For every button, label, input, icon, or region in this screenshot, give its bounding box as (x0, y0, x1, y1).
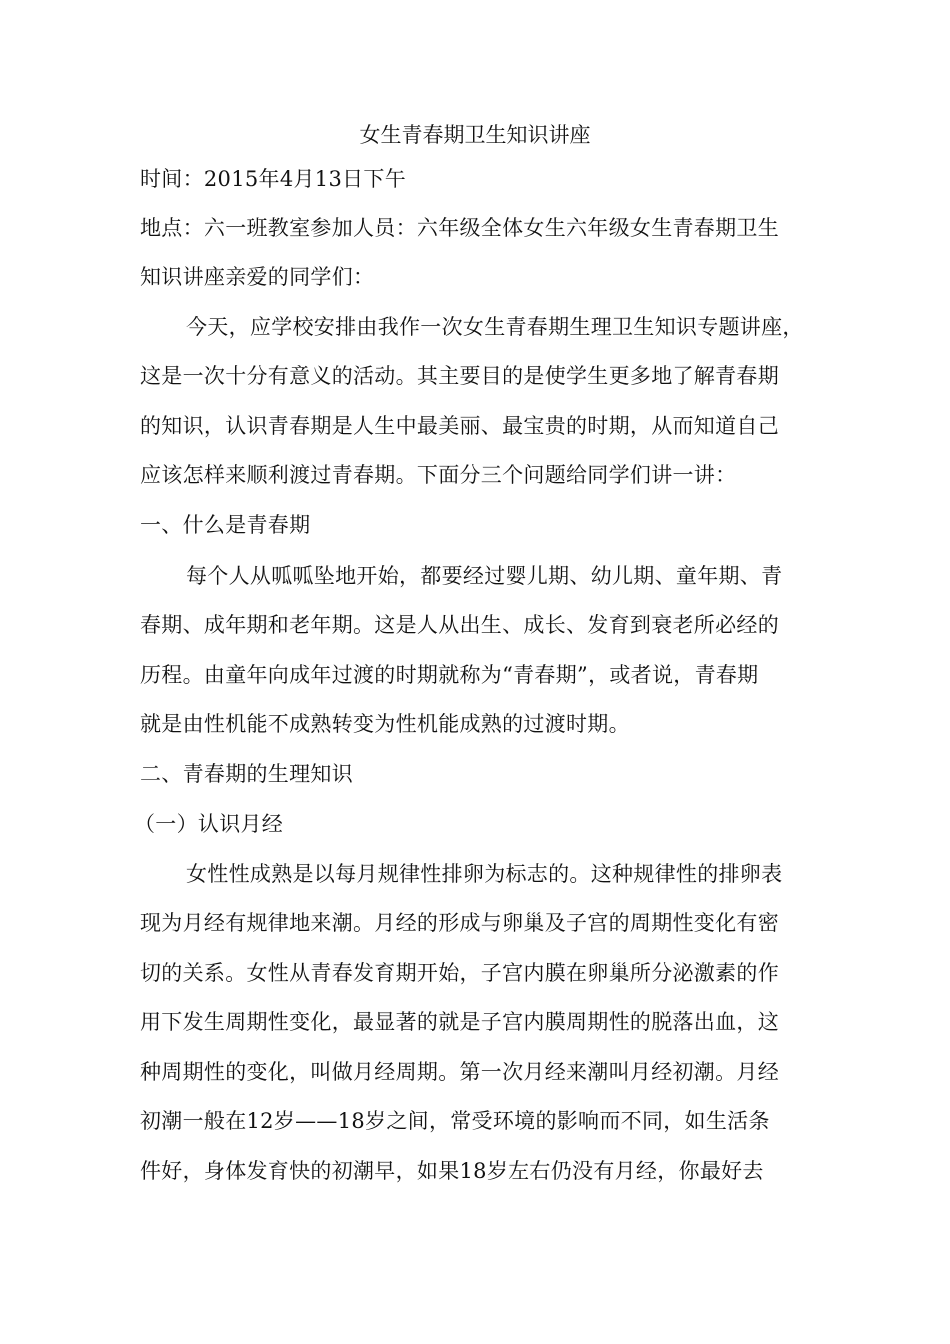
subsection-1-paragraph-line: 初潮一般在12岁——18岁之间，常受环境的影响而不同，如生活条 (140, 1109, 770, 1133)
subsection-1-paragraph-line: 种周期性的变化，叫做月经周期。第一次月经来潮叫月经初潮。月经 (140, 1060, 779, 1084)
subsection-1-paragraph-line: 女性性成熟是以每月规律性排卵为标志的。这种规律性的排卵表 (186, 862, 783, 886)
section-1-paragraph-line: 历程。由童年向成年过渡的时期就称为“青春期”，或者说，青春期 (140, 663, 759, 687)
intro-paragraph-line: 今天，应学校安排由我作一次女生青春期生理卫生知识专题讲座， (186, 315, 804, 339)
intro-paragraph-line: 这是一次十分有意义的活动。其主要目的是使学生更多地了解青春期 (140, 364, 779, 388)
location-line: 地点：六一班教室参加人员：六年级全体女生六年级女生青春期卫生 (140, 216, 779, 240)
subsection-heading-1: （一）认识月经 (134, 812, 284, 836)
section-1-paragraph-line: 每个人从呱呱坠地开始，都要经过婴儿期、幼儿期、童年期、青 (186, 564, 783, 588)
subsection-1-paragraph-line: 件好，身体发育快的初潮早，如果18岁左右仍没有月经，你最好去 (140, 1159, 764, 1183)
section-heading-1: 一、什么是青春期 (140, 513, 311, 537)
section-1-paragraph-line: 就是由性机能不成熟转变为性机能成熟的过渡时期。 (140, 712, 630, 736)
time-line: 时间：2015年4月13日下午 (140, 167, 407, 191)
section-heading-2: 二、青春期的生理知识 (140, 762, 353, 786)
subsection-1-paragraph-line: 切的关系。女性从青春发育期开始，子宫内膜在卵巢所分泌激素的作 (140, 961, 779, 985)
greeting-line: 知识讲座亲爱的同学们： (140, 265, 375, 289)
subsection-1-paragraph-line: 现为月经有规律地来潮。月经的形成与卵巢及子宫的周期性变化有密 (140, 911, 779, 935)
document-title: 女生青春期卫生知识讲座 (359, 123, 591, 147)
intro-paragraph-line: 的知识，认识青春期是人生中最美丽、最宝贵的时期，从而知道自己 (140, 414, 779, 438)
subsection-1-paragraph-line: 用下发生周期性变化，最显著的就是子宫内膜周期性的脱落出血，这 (140, 1010, 779, 1034)
section-1-paragraph-line: 春期、成年期和老年期。这是人从出生、成长、发育到衰老所必经的 (140, 613, 779, 637)
intro-paragraph-line: 应该怎样来顺利渡过青春期。下面分三个问题给同学们讲一讲： (140, 463, 737, 487)
